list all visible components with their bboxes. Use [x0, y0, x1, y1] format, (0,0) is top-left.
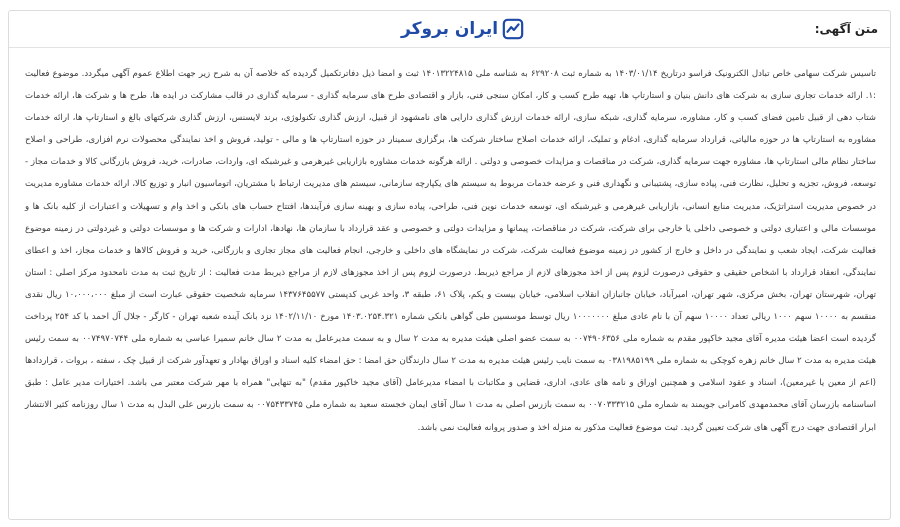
notice-body: تاسیس شرکت سهامی خاص تبادل الکترونیک فراسو درتاریخ ۱۴۰۳/۰۱/۱۴ به شماره ثبت ۶۲۹۲۰۸ به شناسه ملی ۱۴۰۱۳۲۲۴۸۱۵ ثبت و امضا ذیل دفاترتکمیل گردیده که خلاصه آن به شرح زیر جهت اطلاع عموم آگهی میگردد. موضوع فعالیت :۱. ارائه خدمات تجاری سازی به شرکت های دانش بنیان و استارتاپ ها، تهیه طرح کسب و کار، امکان سنجی فنی، بازار و اقتصادی طرح های سرمایه گذاری - سرمایه گذاری در قالب مشارکت در ایده ها، طرح ها و شرکت ها، ارائه خدمات شتاب دهی از قبیل تامین فضای کسب و کار، مشاوره، سرمایه گذاری، شبکه سازی، ارائه خدمات ارزش گذاری دارایی های نامشهود از قبیل، ارزش گذاری تکنولوژی، برند لایسنس، ارزش گذاری شرکتهای بالغ و استارتاپ ها، ارائه خدمات مشاوره به استارتاپ ها در حوزه مالیاتی، قرارداد سرمایه گذاری، ادغام و تملیک، ارائه خدمات اصلاح ساختار شرکت ها، برگزاری سمینار در حوزه استارتاپ ها و مالی - تولید، فروش و اخذ نمایندگی محصولات نرم افزاری، طراحی و اصلاح ساختار نظام مالی استارتاپ ها، مشاوره جهت سرمایه گذاری، شرکت در مناقصات و مزایدات خصوصی و دولتی . ارائه هرگونه خدمات مشاوره بازاریابی غیرهرمی و غیرشبکه ای، واردات، صادرات، خرید، فروش بازرگانی کالا و خدمات مجاز - توسعه، فروش، تجزیه و تحلیل، نظارت فنی، پیاده سازی، پشتیبانی و نگهداری فنی و عرضه خدمات مربوط به سیستم های یکپارچه سازمانی، سیستم های مدیریت ارتباط با مشتریان، اتوماسیون انبار و توزیع کالا، ارائه خدمات مشاوره مدیریت در خصوص مدیریت استراتژیک، مدیریت منابع انسانی، بازاریابی غیرهرمی و غیرشبکه ای، توسعه خدمات نوین فنی، طراحی، پیاده سازی و بهینه سازی فرآیندها، افتتاح حساب های بانکی و اخذ وام و تسهیلات و اعتبارات از کلیه بانک ها و موسسات مالی و اعتباری دولتی و خصوصی داخلی یا خارجی برای شرکت، شرکت در مناقصات، پیمانها و مزایدات دولتی و خصوصی و عقد قرارداد با سازمان ها، نهادها، ادارات و شرکت ها و موسسات دولتی و غیردولتی در زمینه موضوع فعالیت شرکت، ایجاد شعب و نمایندگی در داخل و خارج از کشور در زمینه موضوع فعالیت شرکت، شرکت در نمایشگاه های داخلی و خارجی، انجام فعالیت های مجاز تجاری و بازرگانی، خرید و فروش کالاها و خدمات مجاز، اخذ و اعطای نمایندگی، انعقاد قرارداد با اشخاص حقیقی و حقوقی درصورت لزوم پس از اخذ مجوزهای لازم از مراجع ذیربط. درصورت لزوم پس از اخذ مجوزهای لازم از مراجع ذیربط مدت فعالیت : از تاریخ ثبت به مدت نامحدود مرکز اصلی : استان تهران، شهرستان تهران، بخش مرکزی، شهر تهران، امیرآباد، خیابان جانبازان انقلاب اسلامی، خیابان بیست و یکم، پلاک ۶۱، طبقه ۳، واحد غربی کدپستی ۱۴۳۷۶۴۵۵۷۷ سرمایه شخصیت حقوقی عبارت است از مبلغ ۱۰،۰۰۰،۰۰۰ ریال نقدی منقسم به ۱۰۰۰۰ سهم ۱۰۰۰ ریالی تعداد ۱۰۰۰۰ سهم آن با نام عادی مبلغ ۱۰۰۰۰۰۰۰ ریال توسط موسسین طی گواهی بانکی شماره ۱۴۰۳.۰۲۵۴.۳۲۱ مورخ ۱۴۰۲/۱۱/۱۰ نزد بانک آینده شعبه تهران - کارگر - جلال آل احمد با کد ۲۵۴ پرداخت گردیده است اعضا هیئت مدیره آقای مجید خاکپور مقدم به شماره ملی ۰۰۷۴۹۰۶۳۵۶ به سمت عضو اصلی هیئت مدیره به مدت ۲ سال و به سمت مدیرعامل به مدت ۲ سال خانم سمیرا عباسی به شماره ملی ۰۰۷۴۹۷۰۷۴۴ به سمت رئیس هیئت مدیره به مدت ۲ سال خانم زهره کوچکی به شماره ملی ۰۳۸۱۹۸۵۱۹۹ به سمت نایب رئیس هیئت مدیره به مدت ۲ سال دارندگان حق امضا : حق امضاء کلیه اسناد و اوراق بهادار و تعهدآور شرکت از قبیل چک ، سفته ، بروات ، قراردادها (اعم از معین یا غیرمعین)، اسناد و عقود اسلامی و همچنین اوراق و نامه های عادی، اداری، قضایی و مکاتبات با امضاء مدیرعامل (آقای مجید خاکپور مقدم) "به تنهایی" همراه با مهر شرکت معتبر می باشد. اختیارات مدیر عامل : طبق اساسنامه بازرسان آقای محمدمهدی کامرانی جویمند به شماره ملی ۰۰۷۰۳۳۳۲۱۵ به سمت بازرس اصلی به مدت ۱ سال آقای ایمان خجسته سعید به شماره ملی ۰۰۷۵۴۳۳۷۴۵ به سمت بازرس علی البدل به مدت ۱ سال روزنامه کثیر الانتشار ابرار اقتصادی جهت درج آگهی های شرکت تعیین گردید. ثبت موضوع فعالیت مذکور به منزله اخذ و صدور پروانه فعالیت نمی باشد.	[25, 69, 877, 433]
chart-trend-icon	[502, 18, 524, 40]
logo-text: ایران بروکر	[401, 19, 499, 39]
iranbroker-logo[interactable]	[401, 17, 524, 41]
notice-title: متن آگهی:	[814, 22, 878, 36]
notice-card	[8, 10, 891, 520]
notice-header	[9, 11, 890, 48]
